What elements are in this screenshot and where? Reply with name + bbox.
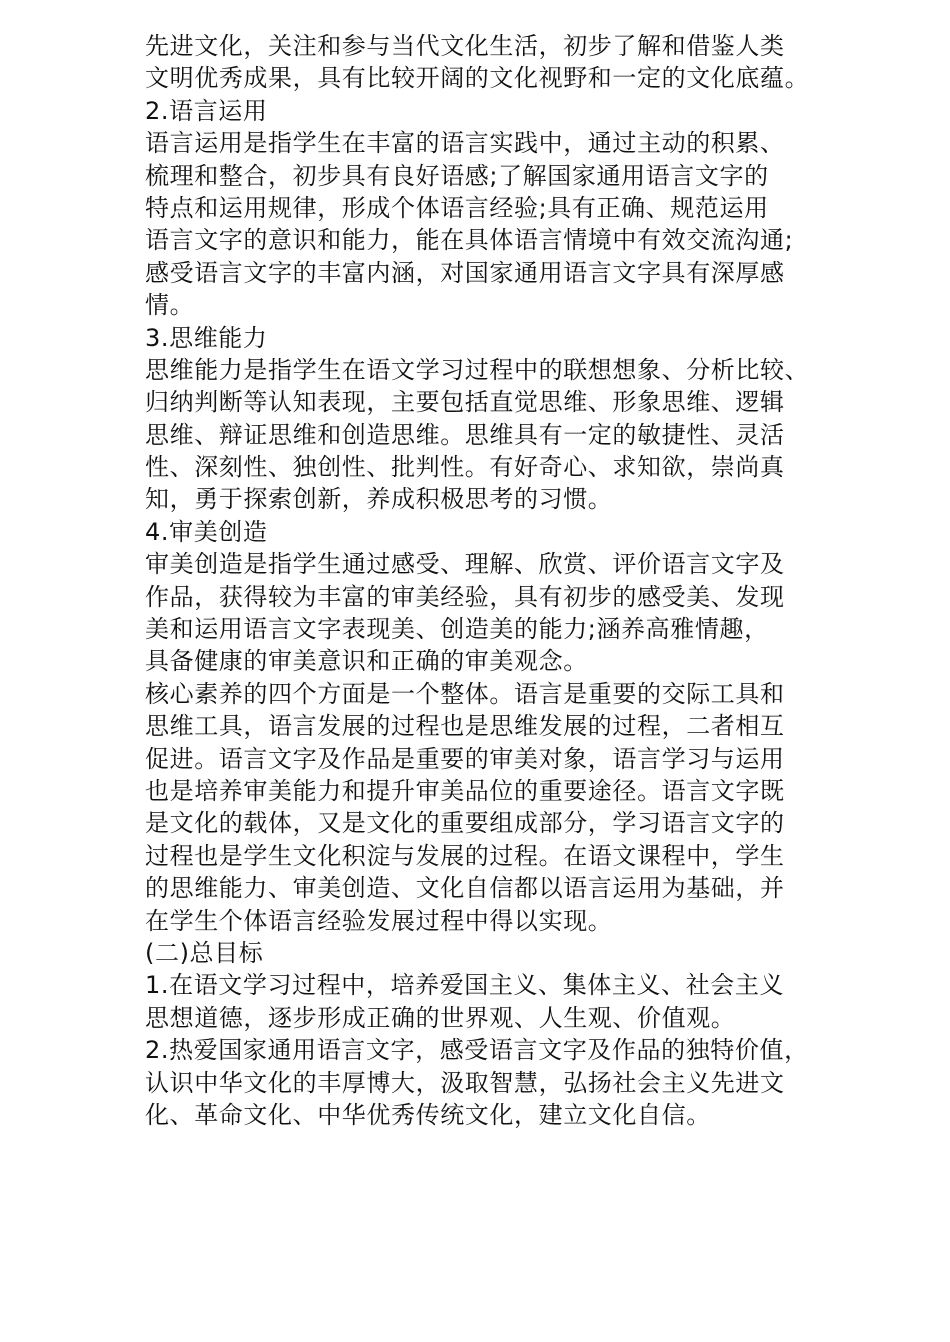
section-heading: 4.审美创造 — [145, 517, 268, 546]
text-line: 特点和运用规律，形成个体语言经验;具有正确、规范运用 — [145, 193, 769, 222]
document-body — [145, 30, 845, 1131]
section-heading: (二)总目标 — [145, 938, 264, 967]
text-line: 先进文化，关注和参与当代文化生活，初步了解和借鉴人类 — [145, 32, 785, 60]
text-line: 语言文字的意识和能力，能在具体语言情境中有效交流沟通; — [145, 226, 794, 255]
text-line: 促进。语言文字及作品是重要的审美对象，语言学习与运用 — [145, 744, 785, 773]
text-line: 思维、辩证思维和创造思维。思维具有一定的敏捷性、灵活 — [145, 420, 785, 449]
text-line: 2.热爱国家通用语言文字，感受语言文字及作品的独特价值， — [145, 1036, 809, 1065]
text-line: 性、深刻性、独创性、批判性。有好奇心、求知欲，崇尚真 — [145, 453, 785, 482]
text-line: 思想道德，逐步形成正确的世界观、人生观、价值观。 — [145, 1003, 736, 1032]
section-heading: 3.思维能力 — [145, 323, 268, 352]
text-line: 具备健康的审美意识和正确的审美观念。 — [145, 647, 588, 676]
text-line: 知，勇于探索创新，养成积极思考的习惯。 — [145, 485, 613, 514]
text-line: 思维工具，语言发展的过程也是思维发展的过程，二者相互 — [145, 712, 785, 741]
text-line: 情。 — [145, 291, 195, 320]
text-line: 梳理和整合，初步具有良好语感;了解国家通用语言文字的 — [145, 161, 769, 190]
text-line: 语言运用是指学生在丰富的语言实践中，通过主动的积累、 — [145, 129, 785, 158]
section-heading: 2.语言运用 — [145, 96, 268, 125]
text-line: 化、革命文化、中华优秀传统文化，建立文化自信。 — [145, 1100, 711, 1129]
text-line: 核心素养的四个方面是一个整体。语言是重要的交际工具和 — [145, 679, 785, 708]
text-line: 文明优秀成果，具有比较开阔的文化视野和一定的文化底蕴。 — [145, 64, 810, 93]
text-line: 认识中华文化的丰厚博大，汲取智慧，弘扬社会主义先进文 — [145, 1068, 785, 1097]
text-line: 归纳判断等认知表现，主要包括直觉思维、形象思维、逻辑 — [145, 388, 785, 417]
text-line: 感受语言文字的丰富内涵，对国家通用语言文字具有深厚感 — [145, 258, 785, 287]
text-line: 美和运用语言文字表现美、创造美的能力;涵养高雅情趣， — [145, 615, 769, 644]
text-line: 过程也是学生文化积淀与发展的过程。在语文课程中，学生 — [145, 841, 785, 870]
text-line: 作品，获得较为丰富的审美经验，具有初步的感受美、发现 — [145, 582, 785, 611]
text-line: 也是培养审美能力和提升审美品位的重要途径。语言文字既 — [145, 776, 785, 805]
text-line: 审美创造是指学生通过感受、理解、欣赏、评价语言文字及 — [145, 550, 785, 579]
text-line: 思维能力是指学生在语文学习过程中的联想想象、分析比较、 — [145, 355, 810, 384]
text-line: 是文化的载体，又是文化的重要组成部分，学习语言文字的 — [145, 809, 785, 838]
text-line: 的思维能力、审美创造、文化自信都以语言运用为基础，并 — [145, 874, 785, 903]
text-line: 在学生个体语言经验发展过程中得以实现。 — [145, 906, 613, 935]
text-line: 1.在语文学习过程中，培养爱国主义、集体主义、社会主义 — [145, 971, 785, 1000]
